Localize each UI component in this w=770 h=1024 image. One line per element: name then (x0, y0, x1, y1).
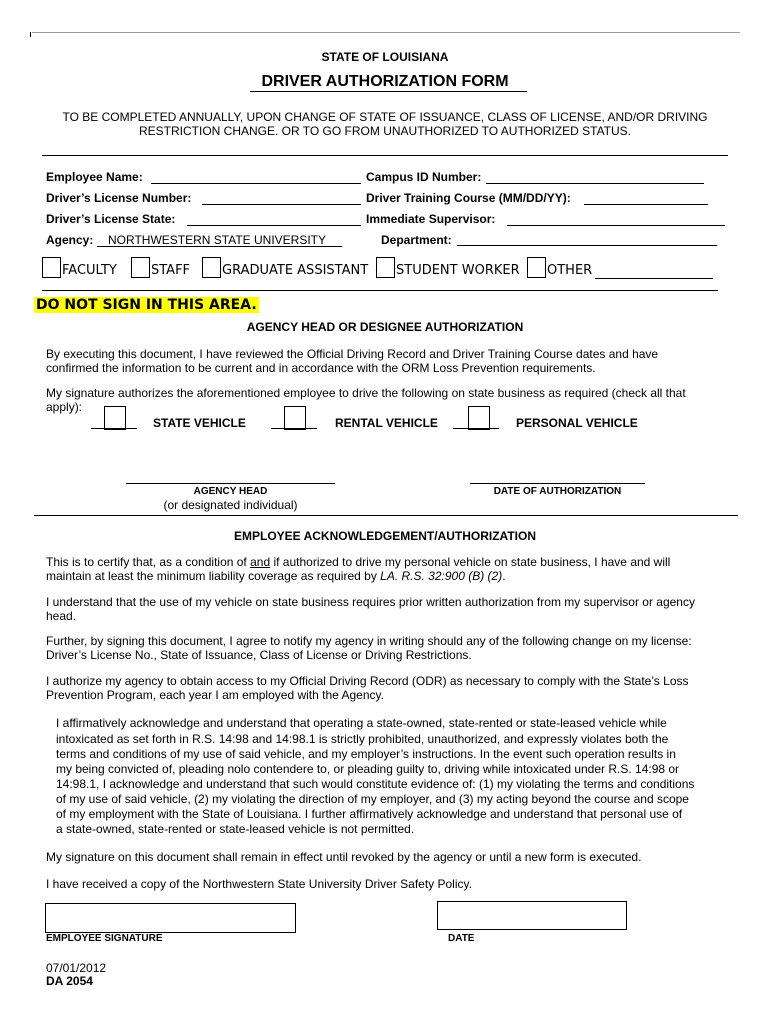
revision-date: 07/01/2012 (46, 961, 107, 975)
ack-paragraph-line-3: terms and conditions of my use of said vehicle, and my employer’s instructions. In the event such operation results in (56, 747, 676, 761)
signature-date-label: DATE (448, 933, 475, 944)
warning-text: DO NOT SIGN IN THIS AREA. (36, 297, 257, 313)
license-number-field[interactable] (202, 204, 361, 205)
certify-end: . (502, 569, 506, 583)
state-heading: STATE OF LOUISIANA (321, 50, 449, 64)
corner-mark (30, 32, 31, 37)
faculty-checkbox[interactable] (42, 257, 61, 278)
ack-paragraph-line-8: a state-owned, state-rented or state-leased vehicle is not permitted. (56, 822, 415, 836)
odr-paragraph-line-2: Prevention Program, each year I am employed with the Agency. (46, 688, 384, 702)
policy-paragraph: I have received a copy of the Northwestern State University Driver Safety Policy. (46, 877, 472, 891)
student-worker-label: STUDENT WORKER (396, 263, 520, 278)
employee-name-label: Employee Name: (46, 170, 143, 184)
rental-vehicle-label: RENTAL VEHICLE (335, 416, 438, 430)
certify-text-a: This is to certify that, as a condition of (46, 555, 251, 569)
other-field[interactable] (595, 278, 713, 279)
ack-paragraph-line-1: I affirmatively acknowledge and understand that operating a state-owned, state-rented or state-leased vehicle while (56, 716, 667, 730)
license-state-field[interactable] (187, 225, 361, 226)
signature-date-box[interactable] (437, 901, 627, 930)
certify-text-b: if authorized to drive my personal vehicle on state business, I have and will (270, 555, 671, 569)
certify-paragraph-line-2 (46, 569, 736, 584)
authorization-date-line[interactable] (470, 483, 645, 484)
department-label: Department: (381, 233, 452, 247)
license-number-label: Driver’s License Number: (46, 191, 192, 205)
personal-vehicle-label: PERSONAL VEHICLE (516, 416, 638, 430)
state-vehicle-checkbox[interactable] (104, 406, 126, 430)
form-number: DA 2054 (46, 974, 93, 988)
do-not-sign-warning (34, 296, 259, 314)
ack-paragraph-line-2: intoxicated as set forth in R.S. 14:98 and 14:98.1 is strictly prohibited, unauthorized, and expressly violates both the (56, 732, 669, 746)
faculty-label: FACULTY (62, 263, 117, 278)
review-paragraph-line-1: By executing this document, I have reviewed the Official Driving Record and Driver Training Course dates and have (46, 347, 659, 361)
further-paragraph-line-1: Further, by signing this document, I agree to notify my agency in writing should any of the following change on my license: (46, 634, 692, 648)
certify-and: and (250, 555, 271, 569)
rental-vehicle-baseline (271, 428, 317, 429)
graduate-assistant-checkbox[interactable] (202, 257, 221, 278)
rental-vehicle-checkbox[interactable] (284, 406, 306, 430)
understand-paragraph-line-2: head. (46, 609, 77, 623)
top-border-line (32, 32, 740, 33)
agency-value[interactable]: NORTHWESTERN STATE UNIVERSITY (108, 233, 327, 247)
ack-paragraph-line-4: my being convicted of, pleading nolo contendere to, or pleading guilty to, driving while intoxicated under R.S. 14:98 or (56, 762, 680, 776)
personal-vehicle-checkbox[interactable] (468, 406, 490, 430)
ack-paragraph-line-5: 14:98.1, I acknowledge and understand that such would constitute evidence of: (1) my violating the terms and conditions (56, 777, 695, 791)
agency-field (97, 246, 342, 247)
graduate-assistant-label: GRADUATE ASSISTANT (222, 263, 369, 278)
supervisor-label: Immediate Supervisor: (366, 212, 496, 226)
employee-ack-heading: EMPLOYEE ACKNOWLEDGEMENT/AUTHORIZATION (234, 529, 536, 543)
category-divider (42, 290, 718, 291)
authorize-paragraph-line-1: My signature authorizes the aforementioned employee to drive the following on state business as required (check all that (46, 386, 686, 400)
state-vehicle-baseline (91, 428, 137, 429)
odr-paragraph-line-1: I authorize my agency to obtain access to my Official Driving Record (ODR) as necessary to comply with the State’s Loss (46, 674, 689, 688)
staff-checkbox[interactable] (131, 257, 150, 278)
employee-signature-box[interactable] (45, 903, 296, 933)
agency-label: Agency: (46, 233, 94, 247)
agency-authorization-heading: AGENCY HEAD OR DESIGNEE AUTHORIZATION (246, 320, 524, 334)
supervisor-field[interactable] (507, 225, 725, 226)
certify-paragraph-line-1 (46, 555, 736, 570)
personal-vehicle-baseline (453, 428, 499, 429)
certify-text-c: maintain at least the minimum liability coverage as required by (46, 569, 381, 583)
further-paragraph-line-2: Driver’s License No., State of Issuance, Class of License or Driving Restrictions. (46, 648, 472, 662)
other-checkbox[interactable] (527, 257, 546, 278)
department-field[interactable] (457, 245, 717, 246)
instructions-line-1: TO BE COMPLETED ANNUALLY, UPON CHANGE OF STATE OF ISSUANCE, CLASS OF LICENSE, AND/OR DRIVING (62, 110, 708, 124)
agency-head-signature-line[interactable] (126, 483, 335, 484)
agency-head-label: AGENCY HEAD (193, 486, 268, 497)
section-divider (34, 515, 738, 516)
header-divider (42, 155, 728, 156)
ack-paragraph-line-6: of my use of said vehicle, (2) my violating the direction of my employer, and (3) my acting beyond the course and scope (56, 792, 689, 806)
employee-name-field[interactable] (151, 183, 361, 184)
title-underline (250, 91, 527, 92)
ack-paragraph-line-7: of my employment with the State of Louisiana. I further affirmatively acknowledge and understand that personal use of (56, 807, 683, 821)
training-course-label: Driver Training Course (MM/DD/YY): (366, 191, 571, 205)
instructions-line-2: RESTRICTION CHANGE. OR TO GO FROM UNAUTHORIZED TO AUTHORIZED STATUS. (138, 124, 632, 138)
designee-note: (or designated individual) (163, 498, 298, 512)
review-paragraph-line-2: confirmed the information to be current and in accordance with the ORM Loss Prevention requirements. (46, 361, 596, 375)
state-vehicle-label: STATE VEHICLE (153, 416, 246, 430)
statute-reference: LA. R.S. 32:900 (B) (2) (380, 569, 503, 583)
license-state-label: Driver’s License State: (46, 212, 176, 226)
employee-signature-label: EMPLOYEE SIGNATURE (46, 933, 163, 944)
campus-id-label: Campus ID Number: (366, 170, 482, 184)
other-label: OTHER (547, 263, 593, 278)
training-course-field[interactable] (584, 204, 708, 205)
authorization-date-label: DATE OF AUTHORIZATION (493, 486, 622, 497)
understand-paragraph-line-1: I understand that the use of my vehicle on state business requires prior written authorization from my supervisor or agency (46, 595, 695, 609)
form-title: DRIVER AUTHORIZATION FORM (261, 73, 509, 90)
student-worker-checkbox[interactable] (376, 257, 395, 278)
staff-label: STAFF (151, 263, 191, 278)
campus-id-field[interactable] (486, 183, 704, 184)
authorize-paragraph-line-2: apply): (46, 400, 83, 414)
effect-paragraph: My signature on this document shall remain in effect until revoked by the agency or until a new form is executed. (46, 850, 642, 864)
